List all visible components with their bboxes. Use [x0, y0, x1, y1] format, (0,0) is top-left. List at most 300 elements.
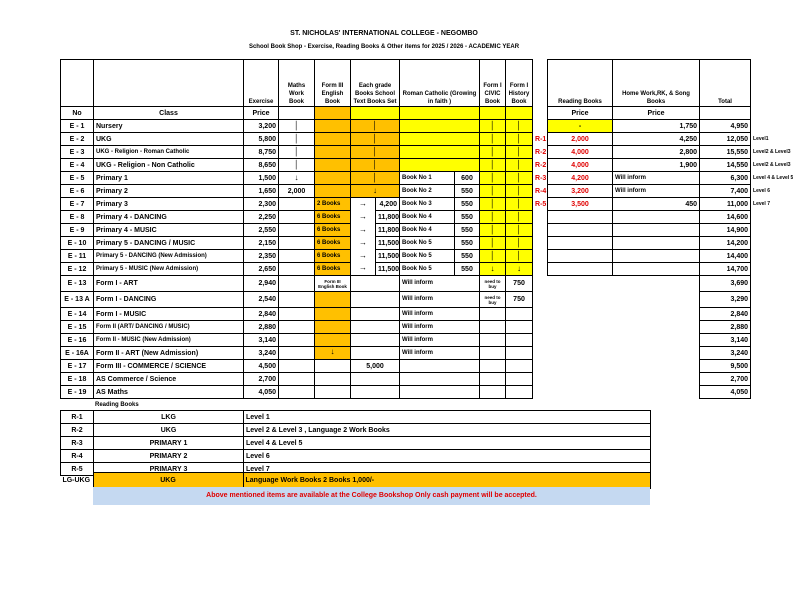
rc-book: Will inform [400, 321, 480, 334]
row-class: AS Maths [94, 386, 244, 399]
each-grade-price: 11,500 [376, 263, 400, 276]
table-row [61, 308, 751, 321]
history-cell [506, 159, 533, 172]
row-class: Primary 2 [94, 185, 244, 198]
col-reading: Reading Books [548, 60, 613, 107]
form3-english-cell [315, 172, 351, 185]
arrow-icon: │ [490, 159, 496, 169]
row-number: E - 7 [61, 198, 94, 211]
cell [315, 107, 351, 120]
history-cell [506, 224, 533, 237]
maths-price [279, 159, 315, 172]
arrow-icon: │ [516, 198, 522, 208]
row-number: E - 2 [61, 133, 94, 146]
reading-code: R-5 [61, 463, 94, 476]
reading-level: Level 4 & Level 5 [244, 437, 651, 450]
reading-class: PRIMARY 1 [94, 437, 244, 450]
civic-cell [480, 308, 506, 321]
exercise-price: 2,650 [244, 263, 279, 276]
form3-english-cell [315, 146, 351, 159]
civic-cell [480, 146, 506, 159]
form3-english-cell [315, 159, 351, 172]
arrow-cell [351, 211, 376, 224]
rc-book: Book No 5 [400, 263, 455, 276]
lg-code: LG-UKG [62, 477, 91, 484]
table-row [61, 237, 751, 250]
maths-price [279, 120, 315, 133]
arrow-icon: │ [490, 250, 496, 260]
table-row [61, 373, 751, 386]
each-grade-cell [351, 276, 400, 292]
arrow-icon: ↓ [330, 346, 335, 356]
reading-books-table [60, 410, 651, 476]
row-number: E - 13 A [61, 292, 94, 308]
rc-price: 550 [455, 263, 480, 276]
table-row [61, 224, 751, 237]
arrow-icon: │ [516, 211, 522, 221]
row-number: E - 12 [61, 263, 94, 276]
table-row: E - 2 UKG 5,800 │ │ │ │ R-1 2,000 4,250 12,050 Level1 [61, 133, 751, 146]
reading-code [533, 120, 548, 133]
arrow-icon: ↓ [294, 172, 299, 182]
arrow-icon: │ [372, 159, 378, 169]
row-class: UKG - Religion - Non Catholic [94, 159, 244, 172]
page-subtitle: School Book Shop - Exercise, Reading Books & Other items for 2025 / 2026 - ACADEMIC YEAR [248, 44, 520, 50]
row-class: UKG - Religion - Roman Catholic [94, 146, 244, 159]
maths-price [279, 347, 315, 360]
exercise-price: 5,800 [244, 133, 279, 146]
reading-price: 2,000 [548, 133, 613, 146]
table-row [61, 386, 751, 399]
payment-note: Above mentioned items are available at the College Bookshop Only cash payment will be accepted. [93, 487, 650, 505]
row-number: E - 14 [61, 308, 94, 321]
form3-english-label: Form III English Book [315, 276, 351, 292]
row-class: Nursery [94, 120, 244, 133]
each-grade-price: 11,800 [376, 211, 400, 224]
arrow-icon: ↓ [373, 185, 377, 195]
gap [533, 321, 548, 334]
row-class: Form II - ART (New Admission) [94, 347, 244, 360]
rc-book: Book No 2 [400, 185, 455, 198]
lg-class: UKG [93, 473, 243, 489]
history-cell [506, 237, 533, 250]
civic-cell [480, 172, 506, 185]
civic-cell [480, 185, 506, 198]
maths-price [279, 292, 315, 308]
history-cell [506, 198, 533, 211]
table-row [61, 211, 751, 224]
arrow-icon: │ [516, 159, 522, 169]
col-class: Class [94, 107, 244, 120]
maths-price: 2,000 [279, 185, 315, 198]
col-no: No [61, 107, 94, 120]
arrow-icon: │ [294, 146, 299, 156]
total-price: 14,200 [700, 237, 751, 250]
each-grade-cell [351, 308, 400, 321]
total-price: 6,300 [700, 172, 751, 185]
row-number: E - 17 [61, 360, 94, 373]
home-work-price: 1,750 [613, 120, 700, 133]
home-work-price: 2,800 [613, 146, 700, 159]
exercise-price: 2,700 [244, 373, 279, 386]
arrow-icon: │ [490, 172, 496, 182]
exercise-price: 2,940 [244, 276, 279, 292]
history-cell [506, 263, 533, 276]
arrow-icon: │ [372, 172, 378, 182]
gap [533, 292, 548, 308]
home-work-price [613, 250, 700, 263]
maths-price [279, 360, 315, 373]
col-price: Price [244, 107, 279, 120]
maths-price [279, 211, 315, 224]
civic-cell [480, 120, 506, 133]
form3-english-cell [315, 133, 351, 146]
history-cell [506, 172, 533, 185]
reading-price: 4,000 [548, 159, 613, 172]
form3-english-cell: 6 Books [315, 224, 351, 237]
arrow-icon: → [359, 237, 367, 247]
cell [700, 107, 751, 120]
each-grade-cell [351, 120, 400, 133]
exercise-price: 2,300 [244, 198, 279, 211]
home-work-price [613, 263, 700, 276]
reading-code [533, 237, 548, 250]
reading-price: 3,200 [548, 185, 613, 198]
table-row [61, 321, 751, 334]
civic-cell [480, 159, 506, 172]
reading-code [533, 211, 548, 224]
total-price: 2,840 [700, 308, 751, 321]
exercise-price: 1,650 [244, 185, 279, 198]
row-class: Form I - DANCING [94, 292, 244, 308]
form3-english-cell: 6 Books [315, 211, 351, 224]
col-reading-price: Price [548, 107, 613, 120]
blank [548, 276, 700, 292]
maths-price [279, 198, 315, 211]
reading-code: R-1 [61, 411, 94, 424]
reading-level: Level 6 [244, 450, 651, 463]
col-exercise: Exercise [244, 60, 279, 107]
total-price: 15,550 [700, 146, 751, 159]
table-row [61, 250, 751, 263]
exercise-price: 2,540 [244, 292, 279, 308]
arrow-icon: │ [490, 133, 496, 143]
row-class: Form I - ART [94, 276, 244, 292]
blank [548, 334, 700, 347]
home-work-price: Will inform [613, 185, 700, 198]
row-number: E - 10 [61, 237, 94, 250]
reading-class: PRIMARY 3 [94, 463, 244, 476]
reading-price [548, 237, 613, 250]
col-civic: Form I CIVIC Book [480, 60, 506, 107]
reading-code [533, 250, 548, 263]
exercise-price: 3,240 [244, 347, 279, 360]
rc-cell [400, 159, 480, 172]
table-row: E - 5 Primary 1 1,500 ↓ │ Book No 1 600 │ │ R-3 4,200 Will inform 6,300 Level 4 & Level 5 [61, 172, 751, 185]
history-cell [506, 133, 533, 146]
row-number: E - 16 [61, 334, 94, 347]
row-number: E - 5 [61, 172, 94, 185]
exercise-price: 2,840 [244, 308, 279, 321]
total-price: 4,950 [700, 120, 751, 133]
arrow-cell [351, 263, 376, 276]
form3-english-cell [315, 185, 351, 198]
gap [533, 276, 548, 292]
maths-price [279, 276, 315, 292]
arrow-icon: │ [516, 172, 522, 182]
gap [533, 347, 548, 360]
arrow-icon: │ [490, 120, 496, 130]
exercise-price: 4,050 [244, 386, 279, 399]
history-price: 750 [506, 292, 533, 308]
history-cell [506, 308, 533, 321]
total-price: 14,700 [700, 263, 751, 276]
arrow-icon: │ [490, 224, 496, 234]
form3-english-cell [315, 292, 351, 308]
blank [548, 292, 700, 308]
each-grade-cell [351, 334, 400, 347]
table-row [61, 120, 751, 133]
rc-price: 550 [455, 224, 480, 237]
rc-cell [400, 386, 480, 399]
history-price: 750 [506, 276, 533, 292]
rc-book: Will inform [400, 334, 480, 347]
table-row [61, 263, 751, 276]
arrow-icon: │ [490, 146, 496, 156]
total-price: 14,400 [700, 250, 751, 263]
each-grade-cell [351, 386, 400, 399]
each-grade-cell [351, 159, 400, 172]
arrow-icon: │ [372, 146, 378, 156]
exercise-price: 1,500 [244, 172, 279, 185]
rc-cell [400, 133, 480, 146]
history-cell [506, 120, 533, 133]
reading-code [533, 224, 548, 237]
rc-price: 550 [455, 211, 480, 224]
cell [279, 107, 315, 120]
maths-price [279, 386, 315, 399]
reading-code: R-2 [535, 148, 547, 156]
rc-book: Book No 5 [400, 250, 455, 263]
table-row [61, 360, 751, 373]
maths-price [279, 237, 315, 250]
arrow-icon: → [359, 263, 367, 273]
reading-code: R-4 [61, 450, 94, 463]
history-cell [506, 360, 533, 373]
col-form3-english: Form III English Book [315, 60, 351, 107]
arrow-icon: │ [490, 237, 496, 247]
rc-price: 550 [455, 237, 480, 250]
arrow-icon: │ [294, 159, 299, 169]
maths-price [279, 172, 315, 185]
each-grade-price: 4,200 [376, 198, 400, 211]
blank [548, 373, 700, 386]
row-class: Primary 1 [94, 172, 244, 185]
civic-cell [480, 198, 506, 211]
reading-code: R-2 [535, 161, 547, 169]
form3-english-cell: 6 Books [315, 237, 351, 250]
total-price: 4,050 [700, 386, 751, 399]
reading-price: 4,200 [548, 172, 613, 185]
row-class: Primary 5 - MUSIC (New Admission) [94, 263, 244, 276]
arrow-cell [351, 224, 376, 237]
row-class: UKG [94, 133, 244, 146]
total-price: 14,550 [700, 159, 751, 172]
rc-book: Book No 4 [400, 224, 455, 237]
each-grade-cell [351, 321, 400, 334]
civic-cell [480, 133, 506, 146]
reading-price: - [548, 120, 613, 133]
booklist-table [60, 59, 793, 399]
row-number: E - 9 [61, 224, 94, 237]
row-class: Primary 5 - DANCING (New Admission) [94, 250, 244, 263]
table-row [61, 347, 751, 360]
maths-price [279, 334, 315, 347]
reading-class: LKG [94, 411, 244, 424]
form3-english-cell: 6 Books [315, 263, 351, 276]
arrow-cell [351, 237, 376, 250]
rc-price: 550 [455, 250, 480, 263]
row-number: E - 16A [61, 347, 94, 360]
arrow-icon: │ [516, 146, 522, 156]
maths-price [279, 250, 315, 263]
reading-row [61, 450, 651, 463]
each-grade-price: 11,500 [376, 237, 400, 250]
form3-english-cell [315, 347, 351, 360]
gap [533, 334, 548, 347]
rc-book: Book No 5 [400, 237, 455, 250]
lg-description: Language Work Books 2 Books 1,000/- [243, 473, 650, 489]
exercise-price: 3,140 [244, 334, 279, 347]
gap [533, 373, 548, 386]
reading-code: R-5 [535, 200, 547, 208]
arrow-icon: → [359, 224, 367, 234]
reading-row [61, 437, 651, 450]
cell [506, 107, 533, 120]
blank [548, 308, 700, 321]
reading-code: R-1 [535, 135, 547, 143]
col-history: Form I History Book [506, 60, 533, 107]
home-work-price [613, 211, 700, 224]
history-cell [506, 250, 533, 263]
row-number: E - 18 [61, 373, 94, 386]
form3-set-price: 5,000 [351, 360, 400, 373]
rc-price: 600 [455, 172, 480, 185]
col-roman-catholic: Roman Catholic (Growing in faith ) [400, 60, 480, 107]
history-cell [506, 146, 533, 159]
home-work-price [613, 224, 700, 237]
civic-note: need to buy [480, 276, 506, 292]
reading-code: R-3 [61, 437, 94, 450]
arrow-icon: │ [294, 120, 299, 130]
arrow-icon: │ [516, 250, 522, 260]
reading-level: Level 7 [244, 463, 651, 476]
gap [533, 386, 548, 399]
reading-code: R-2 [61, 424, 94, 437]
rc-book: Book No 4 [400, 211, 455, 224]
total-price: 3,290 [700, 292, 751, 308]
history-cell [506, 185, 533, 198]
each-grade-cell [351, 373, 400, 386]
civic-cell [480, 360, 506, 373]
reading-level: Level 2 & Level 3 , Language 2 Work Books [244, 424, 651, 437]
reading-price: 4,000 [548, 146, 613, 159]
each-grade-price: 11,800 [376, 224, 400, 237]
table-row [61, 276, 751, 292]
row-class: AS Commerce / Science [94, 373, 244, 386]
each-grade-cell [351, 347, 400, 360]
civic-cell [480, 250, 506, 263]
civic-cell [480, 211, 506, 224]
maths-price [279, 321, 315, 334]
cell [351, 107, 400, 120]
row-class: Primary 4 - DANCING [94, 211, 244, 224]
row-class: Primary 4 - MUSIC [94, 224, 244, 237]
rc-cell [400, 146, 480, 159]
exercise-price: 2,150 [244, 237, 279, 250]
maths-price [279, 146, 315, 159]
each-grade-cell [351, 172, 400, 185]
arrow-icon: → [359, 211, 367, 221]
form3-english-cell: 6 Books [315, 250, 351, 263]
history-cell [506, 334, 533, 347]
civic-note: need to buy [480, 292, 506, 308]
arrow-icon: │ [516, 185, 522, 195]
maths-price [279, 308, 315, 321]
reading-code: R-4 [535, 187, 547, 195]
civic-cell [480, 263, 506, 276]
civic-cell [480, 237, 506, 250]
row-class: Form III - COMMERCE / SCIENCE [94, 360, 244, 373]
arrow-icon: │ [516, 120, 522, 130]
row-number: E - 19 [61, 386, 94, 399]
row-number: E - 13 [61, 276, 94, 292]
arrow-icon: │ [516, 237, 522, 247]
reading-price [548, 263, 613, 276]
reading-class: PRIMARY 2 [94, 450, 244, 463]
home-work-price: 4,250 [613, 133, 700, 146]
cell [533, 107, 548, 120]
gap [533, 360, 548, 373]
arrow-icon: ↓ [490, 263, 495, 273]
table-row [61, 334, 751, 347]
reading-row [61, 411, 651, 424]
reading-row [61, 424, 651, 437]
history-cell [506, 373, 533, 386]
total-price: 14,600 [700, 211, 751, 224]
reading-level: Level 1 [244, 411, 651, 424]
total-price: 11,000 [700, 198, 751, 211]
exercise-price: 2,550 [244, 224, 279, 237]
blank [548, 347, 700, 360]
each-grade-cell [351, 185, 400, 198]
each-grade-cell [351, 146, 400, 159]
rc-book: Will inform [400, 308, 480, 321]
civic-cell [480, 386, 506, 399]
exercise-price: 4,500 [244, 360, 279, 373]
reading-code [533, 263, 548, 276]
header-gap [533, 60, 548, 107]
arrow-cell [351, 250, 376, 263]
reading-price [548, 211, 613, 224]
total-price: 3,240 [700, 347, 751, 360]
form3-english-cell [315, 373, 351, 386]
exercise-price: 2,880 [244, 321, 279, 334]
cell [480, 107, 506, 120]
rc-cell [400, 120, 480, 133]
reading-price: 3,500 [548, 198, 613, 211]
rc-price: 550 [455, 198, 480, 211]
